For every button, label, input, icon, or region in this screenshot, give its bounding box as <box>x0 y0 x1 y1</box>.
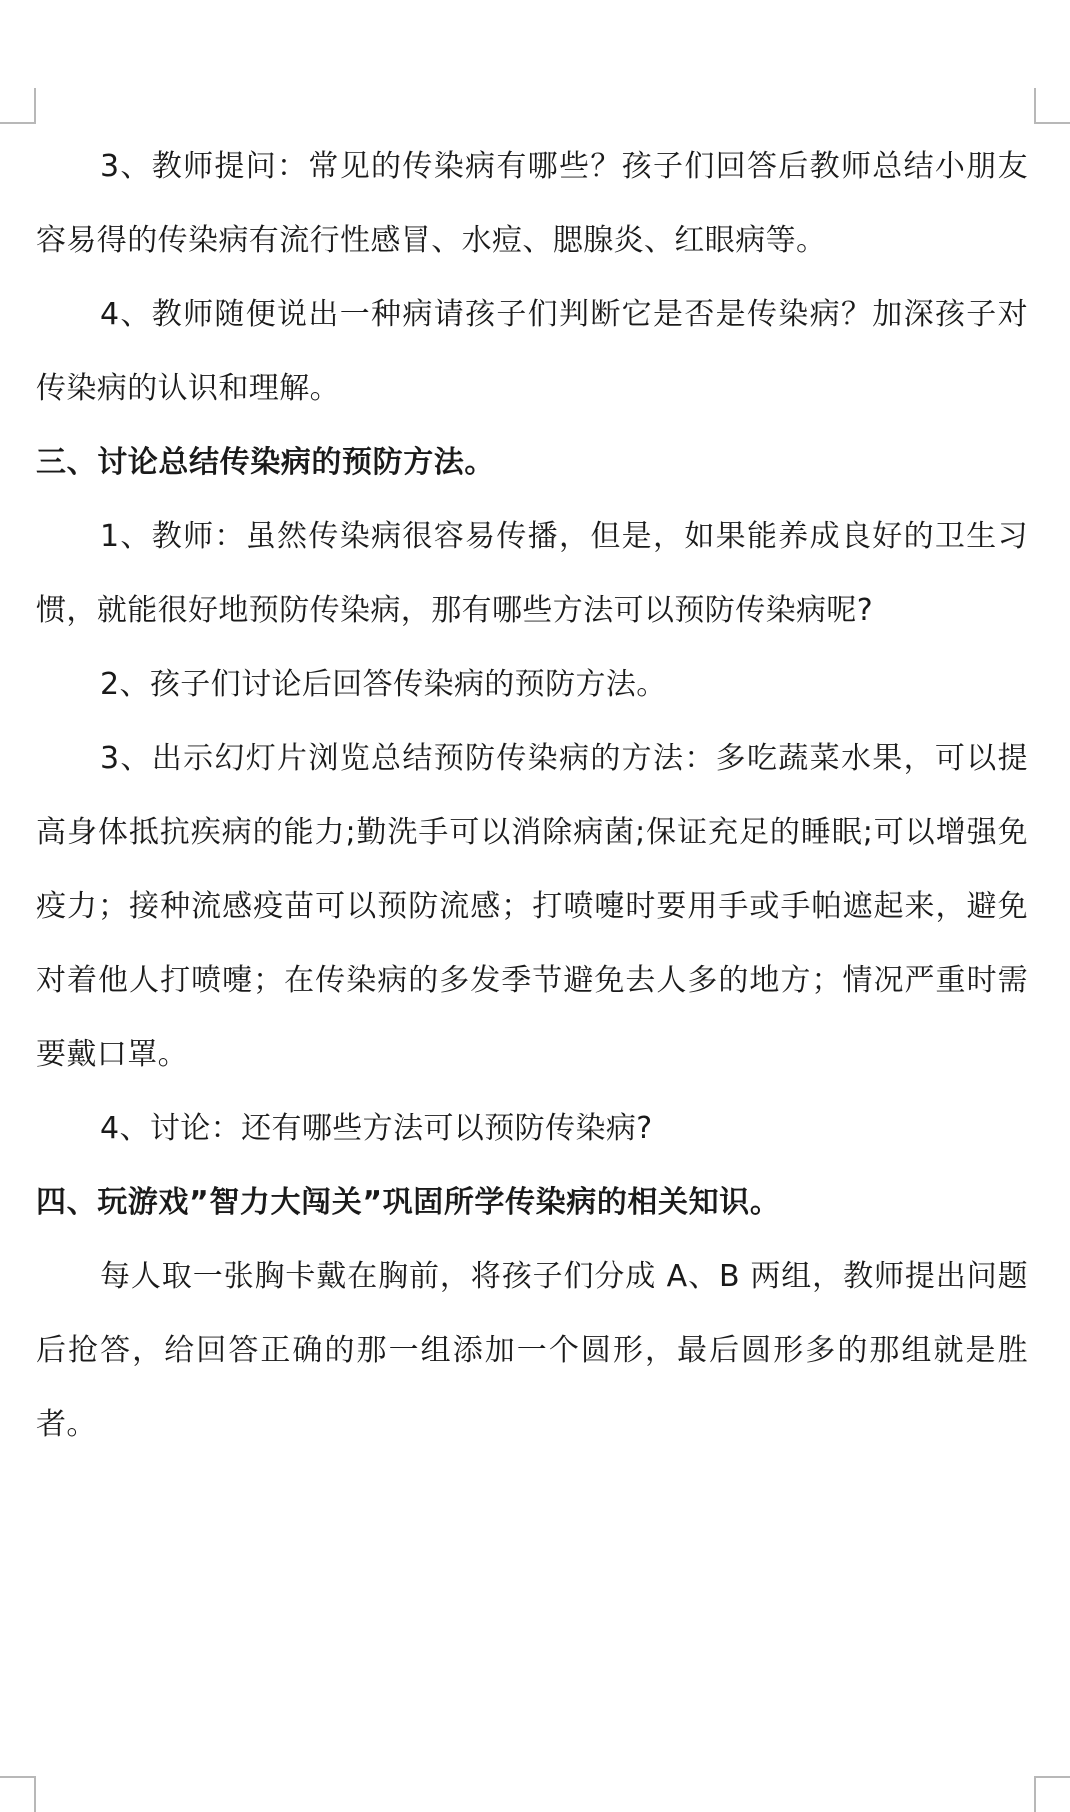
page-corner-mark-top-left <box>0 88 36 124</box>
page-corner-mark-bottom-right <box>1034 1776 1070 1812</box>
paragraph-prevention-4: 4、讨论：还有哪些方法可以预防传染病? <box>100 1111 653 1146</box>
section-heading-4: 四、玩游戏”智力大闯关”巩固所学传染病的相关知识。 <box>36 1185 781 1220</box>
page-corner-mark-top-right <box>1034 88 1070 124</box>
paragraph-prevention-2: 2、孩子们讨论后回答传染病的预防方法。 <box>100 667 667 702</box>
section-heading-3: 三、讨论总结传染病的预防方法。 <box>36 445 495 480</box>
paragraph-step-4-judge: 4、教师随便说出一种病请孩子们判断它是否是传染病？加深孩子对传染病的认识和理解。 <box>36 297 1028 406</box>
paragraph-step-3-question: 3、教师提问：常见的传染病有哪些？孩子们回答后教师总结小朋友容易得的传染病有流行性感冒、水痘、腮腺炎、红眼病等。 <box>36 149 1028 258</box>
paragraph-game-rules: 每人取一张胸卡戴在胸前，将孩子们分成 A、B 两组，教师提出问题后抢答，给回答正确的那一组添加一个圆形，最后圆形多的那组就是胜者。 <box>36 1259 1028 1442</box>
paragraph-prevention-3: 3、出示幻灯片浏览总结预防传染病的方法：多吃蔬菜水果，可以提高身体抵抗疾病的能力;勤洗手可以消除病菌;保证充足的睡眠;可以增强免疫力；接种流感疫苗可以预防流感；打喷嚏时要用手或手帕遮起来，避免对着他人打喷嚏；在传染病的多发季节避免去人多的地方；情况严重时需要戴口罩。 <box>36 741 1028 1072</box>
page-corner-mark-bottom-left <box>0 1776 36 1812</box>
paragraph-prevention-1: 1、教师：虽然传染病很容易传播，但是，如果能养成良好的卫生习惯，就能很好地预防传染病，那有哪些方法可以预防传染病呢? <box>36 519 1028 628</box>
document-body <box>36 130 1028 1462</box>
